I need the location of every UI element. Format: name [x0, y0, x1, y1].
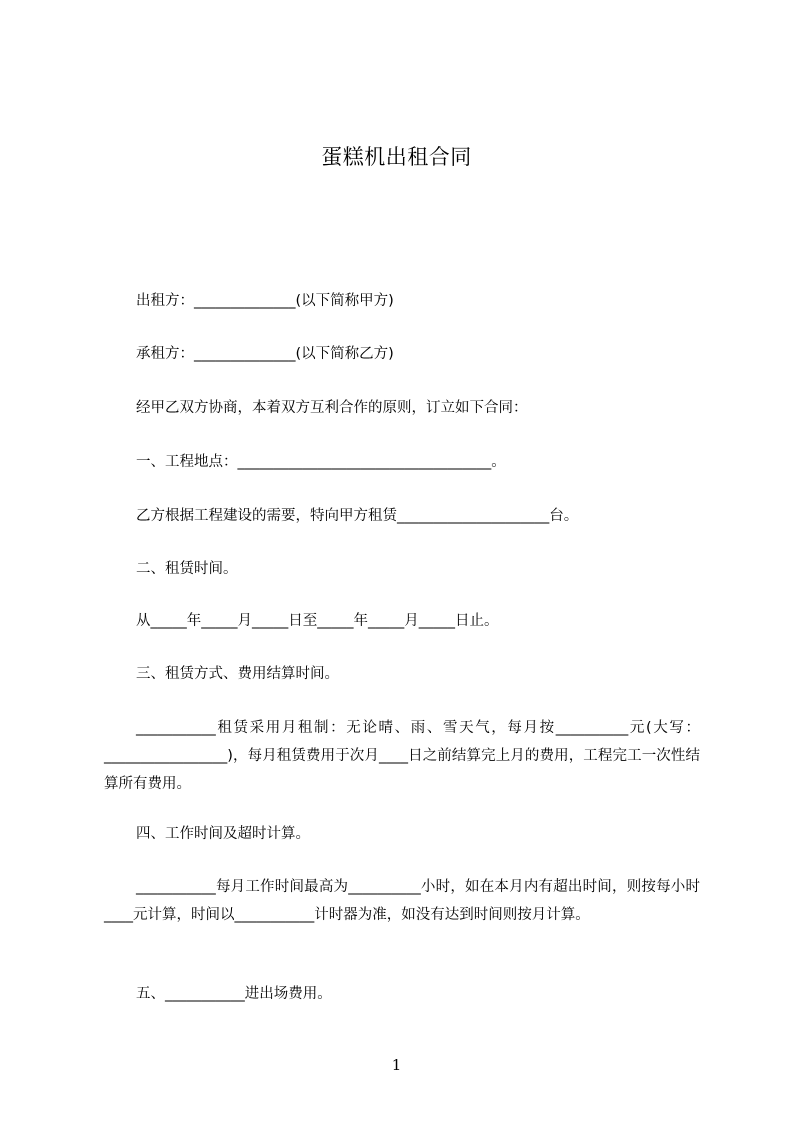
lessee-line: 承租方：______________(以下简称乙方)	[136, 346, 394, 362]
section1-heading: 一、工程地点：___________________________________。	[136, 454, 506, 470]
section3-body: ___________租赁采用月租制：无论晴、雨、雪天气，每月按__________元(大写：_________________)，每月租赁费用于次月____日之前结算完上月的费用，工程完工一次性结算所有费用。	[104, 720, 700, 792]
section2-heading: 二、租赁时间。	[136, 561, 238, 577]
page-number: 1	[391, 1056, 402, 1074]
section4-body: ___________每月工作时间最高为__________小时，如在本月内有超出时间，则按每小时____元计算，时间以___________计时器为准，如没有达到时间则按月计算。	[104, 879, 700, 923]
section2-body: 从_____年_____月_____日至_____年_____月_____日止。	[136, 613, 499, 629]
lessor-line: 出租方：______________(以下简称甲方)	[136, 293, 394, 309]
section1-body: 乙方根据工程建设的需要，特向甲方租赁_____________________台。	[136, 508, 579, 524]
document-title: 蛋糕机出租合同	[321, 145, 472, 169]
preamble: 经甲乙双方协商，本着双方互利合作的原则，订立如下合同：	[136, 400, 528, 416]
section4-heading: 四、工作时间及超时计算。	[136, 826, 310, 842]
section3-heading: 三、租赁方式、费用结算时间。	[136, 666, 339, 682]
section5-heading: 五、___________进出场费用。	[136, 986, 332, 1002]
